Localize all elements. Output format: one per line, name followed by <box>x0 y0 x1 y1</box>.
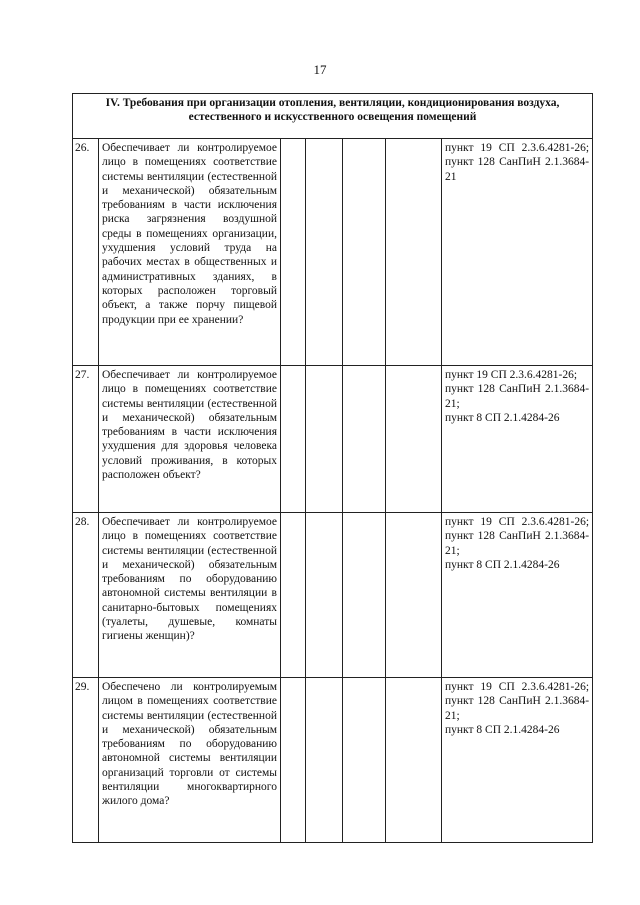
reference-cell <box>442 366 593 513</box>
reference-text: пункт 8 СП 2.1.4284-26 <box>445 411 560 424</box>
answer-cell <box>343 513 386 678</box>
reference-text: пункт 8 СП 2.1.4284-26 <box>445 723 560 736</box>
answer-cell <box>281 139 306 366</box>
reference-text: пункт 19 СП 2.3.6.4281-26; пункт 128 СанПиН 2.1.3684-21 <box>445 142 590 183</box>
row-number: 26. <box>73 139 99 366</box>
requirements-table <box>72 93 593 843</box>
answer-cell <box>306 139 343 366</box>
table-row <box>73 678 593 843</box>
row-number: 27. <box>73 366 99 513</box>
answer-cell <box>386 139 442 366</box>
reference-text: пункт 19 СП 2.3.6.4281-26; пункт 128 СанПиН 2.1.3684-21; <box>445 516 590 557</box>
section-title: IV. Требования при организации отопления, вентиляции, кондиционирования воздуха, естественного и искусственного освещения помещений <box>73 94 593 139</box>
reference-cell <box>442 513 593 678</box>
answer-cell <box>281 678 306 843</box>
reference-cell <box>442 678 593 843</box>
answer-cell <box>343 678 386 843</box>
row-number: 29. <box>73 678 99 843</box>
answer-cell <box>281 513 306 678</box>
question-cell: Обеспечивает ли контролируемое лицо в помещениях соответствие системы вентиляции (естественной и механической) обязательным требованиям в части исключения риска загрязнения воздушной среды в помещениях организации, ухудшения условий труда на рабочих местах в общественных и административных зданиях, в которых расположен торговый объект, а также порчу пищевой продукции при ее хранении? <box>99 139 281 366</box>
answer-cell <box>306 366 343 513</box>
answer-cell <box>343 139 386 366</box>
question-cell: Обеспечивает ли контролируемое лицо в помещениях соответствие системы вентиляции (естественной и механической) обязательным требованиям по оборудованию автономной системы вентиляции в санитарно-бытовых помещениях (туалеты, душевые, комнаты гигиены женщин)? <box>99 513 281 678</box>
table-row <box>73 366 593 513</box>
question-cell: Обеспечено ли контролируемым лицом в помещениях соответствие системы вентиляции (естественной и механической) обязательным требованиям по оборудованию автономной системы вентиляции организаций торговли от системы вентиляции многоквартирного жилого дома? <box>99 678 281 843</box>
page-number: 17 <box>313 62 327 77</box>
answer-cell <box>281 366 306 513</box>
answer-cell <box>343 366 386 513</box>
table-row <box>73 513 593 678</box>
reference-text: пункт 128 СанПиН 2.1.3684-21; <box>445 383 590 410</box>
answer-cell <box>306 513 343 678</box>
answer-cell <box>386 366 442 513</box>
table-row <box>73 139 593 366</box>
row-number: 28. <box>73 513 99 678</box>
reference-text: пункт 8 СП 2.1.4284-26 <box>445 558 560 571</box>
reference-text: пункт 19 СП 2.3.6.4281-26; пункт 128 СанПиН 2.1.3684-21; <box>445 681 590 722</box>
answer-cell <box>386 513 442 678</box>
answer-cell <box>386 678 442 843</box>
answer-cell <box>306 678 343 843</box>
reference-text: пункт 19 СП 2.3.6.4281-26; <box>445 369 578 381</box>
reference-cell <box>442 139 593 366</box>
question-cell: Обеспечивает ли контролируемое лицо в помещениях соответствие системы вентиляции (естественной и механической) обязательным требованиям в части исключения ухудшения для здоровья человека условий проживания, в которых расположен объект? <box>99 366 281 513</box>
